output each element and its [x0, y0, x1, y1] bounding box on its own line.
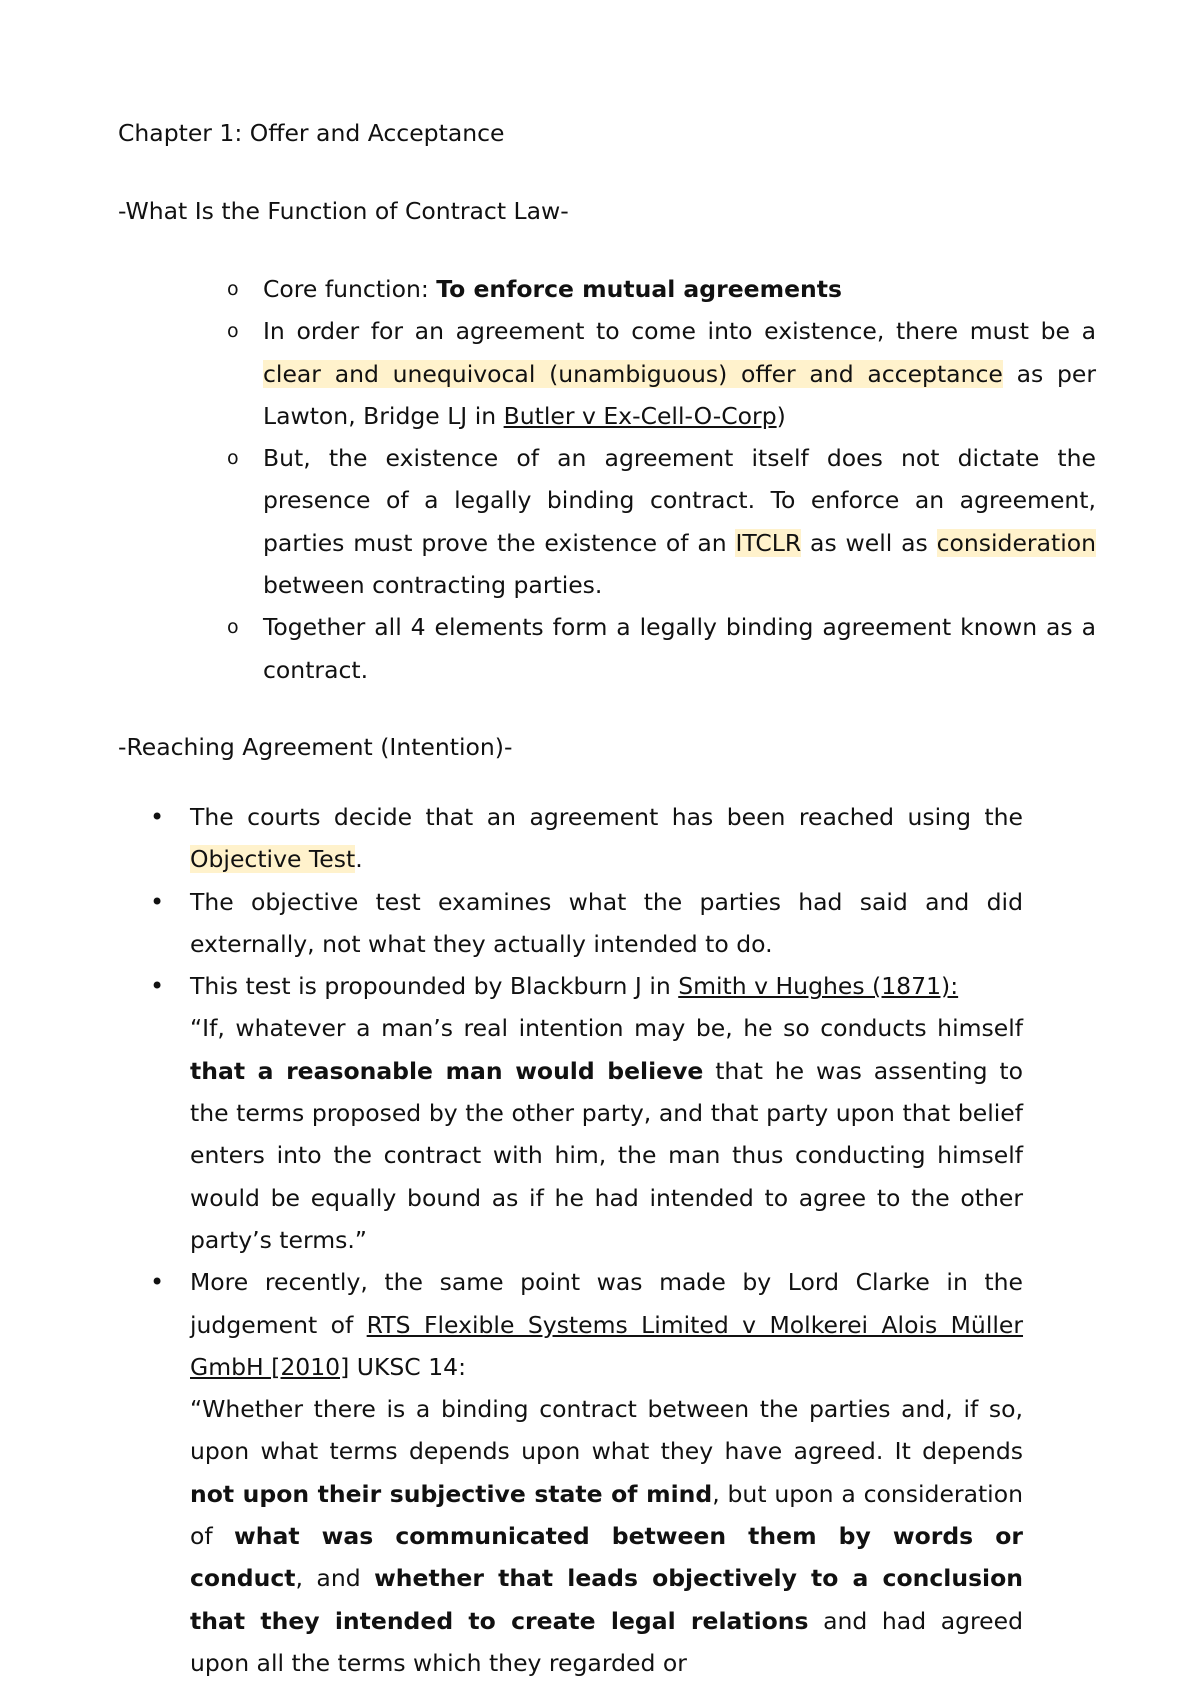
list-item [150, 965, 1023, 1261]
list-item [150, 796, 1023, 881]
bold-text: what was communicated between them by words or conduct [190, 1522, 1024, 1593]
item-text: . [355, 845, 363, 874]
item-text: Together all 4 elements form a legally binding agreement known as a contract. [263, 613, 1096, 684]
quotation [190, 1388, 1023, 1684]
item-text: as well as [801, 528, 937, 557]
highlighted-text: clear and unequivocal (unambiguous) offer and acceptance [263, 359, 1003, 388]
intention-list [150, 796, 1024, 1684]
quote-text: , and [295, 1564, 375, 1593]
quote-text: “If, whatever a man’s real intention may be, he so conducts himself [190, 1014, 1023, 1043]
item-text: In order for an agreement to come into existence, there must be a [263, 317, 1096, 346]
item-text: ) [776, 401, 786, 430]
section-heading-intention: -Reaching Agreement (Intention)- [118, 733, 513, 761]
item-text: Core function: [263, 275, 437, 303]
item-text: The objective test examines what the parties had said and did externally, not what they actually intended to do. [190, 887, 1023, 958]
highlighted-text: ITCLR [735, 528, 802, 557]
circle-bullet-icon: o [227, 320, 239, 343]
circle-bullet-icon: o [227, 447, 239, 470]
bold-text: To enforce mutual agreements [436, 275, 842, 303]
circle-bullet-icon: o [227, 616, 239, 639]
highlighted-text: consideration [936, 528, 1096, 557]
circle-bullet-icon: o [227, 278, 239, 300]
list-item [150, 1261, 1024, 1684]
item-text: But, the existence of an agreement itself does not dictate the presence of a legally binding contract. To enforce an agreement, parties must prove the existence of an [263, 444, 1096, 557]
bullet-icon: • [150, 803, 165, 831]
case-citation: Butler v Ex-Cell-O-Corp [503, 401, 777, 430]
bold-text: that a reasonable man would believe [190, 1056, 704, 1085]
highlighted-text: Objective Test [190, 845, 356, 874]
bullet-icon: • [150, 887, 165, 916]
bold-text: not upon their subjective state of mind [190, 1479, 713, 1508]
section-heading-function: -What Is the Function of Contract Law- [118, 197, 569, 225]
quote-text: that he was assenting to the terms proposed by the other party, and that party upon that belief enters into the contract with him, the man thus conducting himself would be equally bound as if he had intended to agree to the other party’s terms.” [190, 1056, 1023, 1254]
list-item [227, 268, 1096, 310]
quote-text: , but upon a consideration of [190, 1479, 1023, 1551]
quote-text: “Whether there is a binding contract between the parties and, if so, upon what terms depends upon what they have agreed. It depends [190, 1395, 1023, 1466]
item-text: The courts decide that an agreement has been reached using the [190, 803, 1023, 831]
list-item [227, 437, 1096, 606]
item-text: as per Lawton, Bridge LJ in [263, 359, 1096, 430]
item-text: between contracting parties. [263, 571, 603, 600]
bullet-icon: • [150, 1268, 165, 1297]
list-item [227, 606, 1096, 691]
function-list [227, 268, 1096, 691]
list-item [227, 310, 1096, 437]
bullet-icon: • [150, 972, 165, 1001]
case-citation: Smith v Hughes (1871): [678, 972, 959, 1001]
item-text: More recently, the same point was made by Lord Clarke in the judgement of [190, 1268, 1023, 1339]
bold-text: whether that leads objectively to a conclusion that they intended to create legal relations [190, 1564, 1023, 1635]
case-citation: RTS Flexible Systems Limited v Molkerei Alois Müller GmbH [2010] [190, 1310, 1024, 1381]
quotation [190, 1007, 1023, 1261]
quote-text: and had agreed upon all the terms which they regarded or [190, 1606, 1023, 1677]
chapter-title: Chapter 1: Offer and Acceptance [118, 119, 505, 147]
list-item [150, 881, 1023, 966]
item-text: This test is propounded by Blackburn J in [190, 972, 679, 1001]
item-text: UKSC 14: [349, 1352, 467, 1381]
